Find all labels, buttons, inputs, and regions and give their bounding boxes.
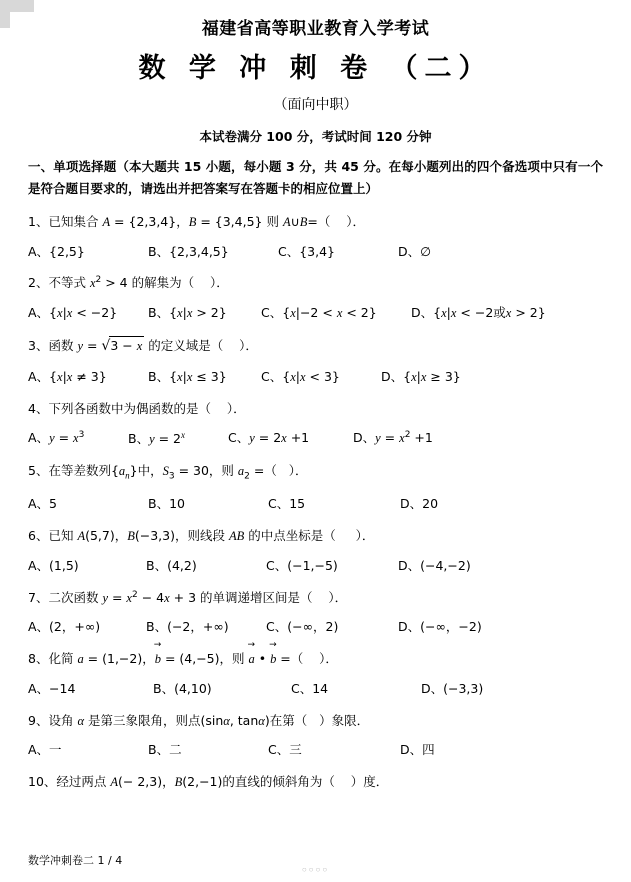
option-9-B[interactable]: B、二 [148,742,182,758]
option-8-B[interactable]: B、(4,10) [153,680,212,696]
question-6-options [28,557,603,576]
option-4-A[interactable]: A、$y = x^3$ [28,430,85,446]
question-5-options [28,495,603,514]
exam-info-line: 本试卷满分 100 分，考试时间 120 分钟 [199,129,432,144]
option-6-A[interactable]: A、(1,5) [28,557,79,573]
option-6-D[interactable]: D、(−4,−2) [398,557,471,573]
question-5-text: 5、在等差数列$\{a_n\}$中，$S_3 = 30$，则 $a_2$ =（ ）． [28,463,308,482]
option-4-B[interactable]: B、$y = 2^x$ [128,430,186,447]
question-6-text: 6、已知 A(5,7)，B(−3,3)，则线段 AB 的中点坐标是（ ）． [28,528,375,544]
option-4-D[interactable]: D、$y = x^2 +1$ [353,430,433,446]
question-1-options [28,243,603,262]
page-title-province: 福建省高等职业教育入学考试 [201,19,430,39]
option-1-B[interactable]: B、{2,3,4,5} [148,243,229,259]
option-1-C[interactable]: C、{3,4} [278,243,336,259]
option-6-B[interactable]: B、(4,2) [146,557,197,573]
option-2-B[interactable]: B、{x|x > 2} [148,305,227,321]
question-4-text: 4、下列各函数中为偶函数的是（ ）． [28,400,246,416]
question-2-text: 2、不等式 $x^2 > 4$ 的解集为（ ）． [28,275,229,291]
question-8-text: 8、化简 a = (1,−2)，b → = (4,−5)，则 a → • b → =（ ）． [28,650,603,669]
page-footer: 数学冲刺卷二 1 / 4 [28,854,123,867]
option-8-A[interactable]: A、−14 [28,680,76,696]
question-7-text: 7、二次函数 $y = x^2 - 4x + 3$ 的单调递增区间是（ ）． [28,589,348,605]
option-2-D[interactable]: D、{x|x < −2或x > 2} [411,305,546,321]
option-2-A[interactable]: A、{x|x < −2} [28,305,118,321]
option-9-D[interactable]: D、四 [400,742,435,758]
option-1-A[interactable]: A、{2,5} [28,243,85,259]
option-3-A[interactable]: A、{x|x ≠ 3} [28,368,107,384]
question-10-text: 10、经过两点 A(− 2,3)，B(2,−1)的直线的倾斜角为（ ）度． [28,774,389,790]
question-1-text: 1、已知集合 A = {2,3,4}，B = {3,4,5} 则 A∪B=（ ）． [28,213,366,229]
option-5-A[interactable]: A、5 [28,496,58,512]
page-title-main: 数 学 冲 刺 卷 （二） [138,53,493,84]
option-5-D[interactable]: D、20 [400,496,439,512]
question-3-text: 3、函数 y = √3 − x 的定义域是（ ）． [28,337,258,354]
option-9-A[interactable]: A、一 [28,742,62,758]
option-5-B[interactable]: B、10 [148,496,185,512]
question-8-options [28,680,603,699]
option-3-D[interactable]: D、{x|x ≥ 3} [381,368,461,384]
option-1-D[interactable]: D、∅ [398,243,432,259]
option-3-C[interactable]: C、{x|x < 3} [261,368,340,384]
question-9-text: 9、设角 α 是第三象限角，则点(sinα, tanα)在第（ ）象限． [28,712,370,728]
footer-dots-decoration: ○○○○ [301,865,330,874]
question-3-options [28,368,603,387]
option-5-C[interactable]: C、15 [268,496,306,512]
option-3-B[interactable]: B、{x|x ≤ 3} [148,368,227,384]
option-4-C[interactable]: C、y = 2x +1 [228,430,310,446]
option-8-C[interactable]: C、14 [291,680,329,696]
option-6-C[interactable]: C、(−1,−5) [266,557,338,573]
question-2-options [28,304,603,323]
page-corner-decoration-vertical [0,0,10,28]
option-8-D[interactable]: D、(−3,3) [421,680,484,696]
page-title-sub: （面向中职） [273,97,358,113]
option-7-D[interactable]: D、(−∞，−2) [398,619,482,635]
question-4-options [28,429,603,449]
question-7-options [28,618,603,637]
option-9-C[interactable]: C、三 [268,742,302,758]
option-7-A[interactable]: A、(2，+∞) [28,619,101,635]
option-7-C[interactable]: C、(−∞，2) [266,619,339,635]
question-9-options [28,741,603,760]
option-2-C[interactable]: C、{x|−2 < x < 2} [261,305,377,321]
section-1-heading: 一、单项选择题（本大题共 15 小题，每小题 3 分，共 45 分。在每小题列出的四个备选项中只有一个是符合题目要求的，请选出并把答案写在答题卡的相应位置上） [28,159,603,196]
option-7-B[interactable]: B、(−2，+∞) [146,619,229,635]
